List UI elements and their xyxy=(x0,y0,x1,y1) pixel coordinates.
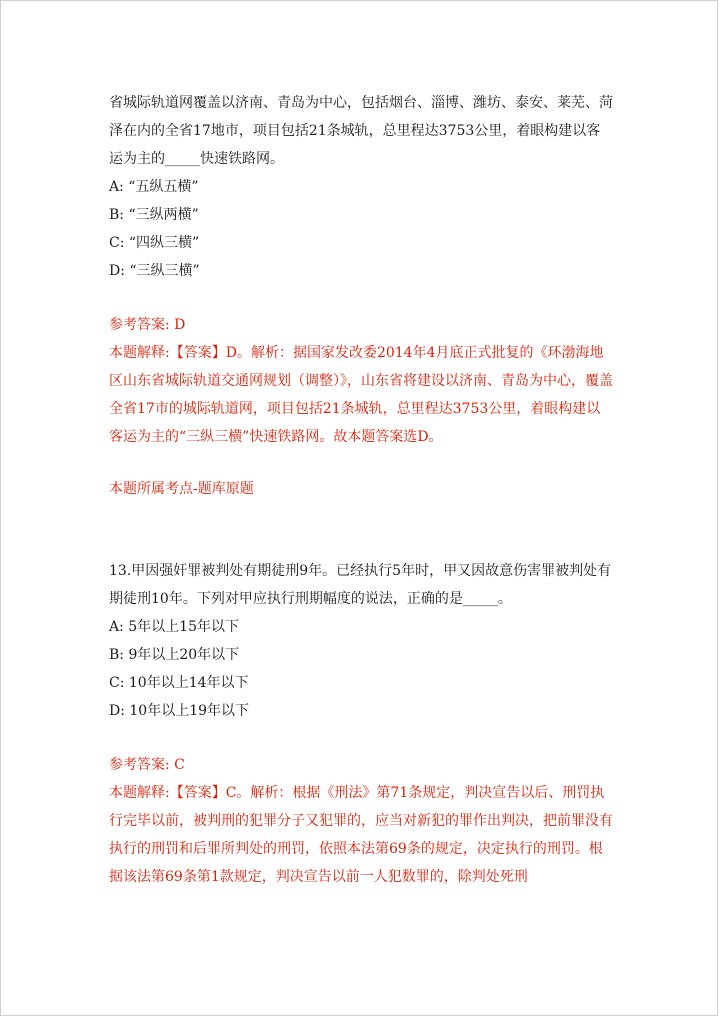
question-12-option-b: B: “三纵两横” xyxy=(109,207,199,223)
question-13-stem: 13.甲因强奸罪被判处有期徒刑9年。已经执行5年时，甲又因故意伤害罪被判处有期徒刑10年。下列对甲应执行刑期幅度的说法，正确的是_____。 xyxy=(109,563,612,607)
question-13-option-a: A: 5年以上15年以下 xyxy=(109,619,239,635)
question-13-option-b: B: 9年以上20年以下 xyxy=(109,647,240,663)
question-12-explanation: 本题解释:【答案】D。解析：据国家发改委2014年4月底正式批复的《环渤海地区山东省城际轨道交通网规划（调整）》，山东省将建设以济南、青岛为中心，覆盖全省17市的城际轨道网，项目包括21条城轨，总里程达3753公里，着眼构建以客运为主的“三纵三横”快速铁路网。故本题答案选D。 xyxy=(109,345,613,445)
page-content xyxy=(109,89,614,891)
question-12-option-c: C: “四纵三横” xyxy=(109,235,200,251)
question-12-topic: 本题所属考点-题库原题 xyxy=(109,481,254,497)
question-12-answer: 参考答案: D xyxy=(109,317,186,333)
question-13-option-d: D: 10年以上19年以下 xyxy=(109,703,250,719)
question-12-option-a: A: “五纵五横” xyxy=(109,179,199,195)
question-12-stem: 省城际轨道网覆盖以济南、青岛为中心，包括烟台、淄博、潍坊、泰安、莱芜、菏泽在内的全省17地市，项目包括21条城轨，总里程达3753公里，着眼构建以客运为主的_____快速铁路网。 xyxy=(109,95,613,167)
question-12-option-d: D: “三纵三横” xyxy=(109,263,200,279)
question-13-answer: 参考答案: C xyxy=(109,757,185,773)
question-13-explanation: 本题解释:【答案】C。解析：根据《刑法》第71条规定，判决宣告以后、刑罚执行完毕以前，被判刑的犯罪分子又犯罪的，应当对新犯的罪作出判决，把前罪没有执行的刑罚和后罪所判处的刑罚，依照本法第69条的规定，决定执行的刑罚。根据该法第69条第1款规定，判决宣告以前一人犯数罪的，除判处死刑 xyxy=(109,785,613,885)
question-13-option-c: C: 10年以上14年以下 xyxy=(109,675,249,691)
